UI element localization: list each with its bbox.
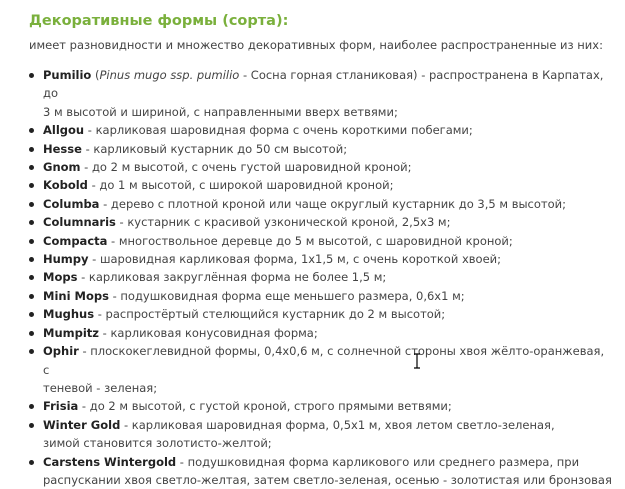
list-item	[29, 268, 614, 286]
list-item	[29, 66, 614, 121]
bullet-icon	[29, 147, 34, 152]
bullet-icon	[29, 275, 34, 280]
cultivar-description: - многоствольное деревце до 5 м высотой, с шаровидной кроной;	[107, 233, 513, 248]
bullet-icon	[29, 257, 34, 262]
cultivar-description: - подушковидная форма еще меньшего размера, 0,6х1 м;	[108, 288, 465, 303]
bullet-icon	[29, 73, 34, 78]
list-item	[29, 453, 614, 489]
cultivar-description-continued: 3 м высотой и шириной, с направленными вверх ветвями;	[43, 104, 398, 119]
cultivar-name: Columba	[43, 196, 100, 211]
cultivar-name: Humpy	[43, 252, 89, 267]
list-item	[29, 158, 614, 176]
list-item	[29, 287, 614, 305]
list-item	[29, 232, 614, 250]
cultivar-name: Frisia	[43, 399, 79, 414]
cultivar-description: - распростёртый стелющийся кустарник до 2 м высотой;	[94, 307, 446, 322]
cultivar-name: Mumpitz	[43, 325, 99, 340]
bullet-icon	[29, 423, 34, 428]
cultivar-description: - до 2 м высотой, с густой кроной, строго прямыми ветвями;	[78, 399, 452, 414]
section-intro: имеет разновидности и множество декоративных форм, наиболее распространенные из них:	[29, 38, 603, 52]
cultivar-name: Pumilio	[43, 68, 92, 82]
cultivar-name: Winter Gold	[43, 417, 121, 432]
cultivar-name: Compacta	[43, 233, 108, 248]
cultivar-description: - карликовая шаровидная форма с очень короткими побегами;	[84, 123, 473, 138]
cultivar-description: - до 1 м высотой, с широкой шаровидной кроной;	[87, 178, 394, 193]
cultivar-description: - карликовая конусовидная форма;	[98, 325, 318, 340]
latin-name: Pinus mugo ssp. pumilio	[99, 68, 240, 82]
cultivar-name: Gnom	[43, 160, 81, 175]
bullet-icon	[29, 404, 34, 409]
cultivar-description: - карликовая закруглённая форма не более 1,5 м;	[77, 270, 387, 285]
list-item	[29, 416, 614, 453]
cultivar-name: Hesse	[43, 141, 82, 156]
cultivar-list	[29, 66, 614, 489]
cultivar-description: - плоскокеглевидной формы, 0,4х0,6 м, с солнечной стороны хвоя жёлто-оранжевая, с	[43, 344, 605, 377]
cultivar-name: Kobold	[43, 178, 88, 193]
list-item	[29, 397, 614, 415]
cultivar-name: Ophir	[43, 344, 79, 359]
list-item	[29, 213, 614, 231]
cultivar-description: - кустарник с красивой узконической кроной, 2,5х3 м;	[115, 215, 451, 230]
bullet-icon	[29, 239, 34, 244]
cultivar-description-continued: зимой становится золотисто-желтой;	[43, 436, 272, 451]
text-cursor-icon	[412, 353, 422, 369]
cultivar-description: - дерево с плотной кроной или чаще округлый кустарник до 3,5 м высотой;	[99, 196, 566, 211]
bullet-icon	[29, 202, 34, 207]
list-item	[29, 250, 614, 268]
bullet-icon	[29, 183, 34, 188]
list-item	[29, 176, 614, 194]
bullet-icon	[29, 331, 34, 336]
cultivar-description: - Сосна горная стланиковая) - распространена в Карпатах, до	[43, 68, 604, 101]
bullet-icon	[29, 294, 34, 299]
section-heading: Декоративные формы (сорта):	[29, 13, 289, 29]
cultivar-description: - карликовая шаровидная форма, 0,5х1 м, хвоя летом светло-зеленая,	[120, 417, 555, 432]
cultivar-description: - карликовый кустарник до 50 см высотой;	[81, 141, 348, 156]
cultivar-name: Columnaris	[43, 215, 116, 230]
cultivar-description: - подушковидная форма карликового или среднего размера, при	[176, 454, 580, 469]
list-item	[29, 121, 614, 139]
cultivar-description: - шаровидная карликовая форма, 1х1,5 м, с очень короткой хвоей;	[88, 252, 501, 267]
bullet-icon	[29, 165, 34, 170]
list-item	[29, 305, 614, 323]
bullet-icon	[29, 128, 34, 133]
list-item	[29, 195, 614, 213]
bullet-icon	[29, 460, 34, 465]
cultivar-paren: (	[91, 68, 100, 82]
bullet-icon	[29, 349, 34, 354]
cultivar-description-continued: теневой - зеленая;	[43, 380, 158, 395]
list-item	[29, 342, 614, 397]
cultivar-description-continued: распускании хвоя светло-желтая, затем светло-зеленая, осенью - золотистая или бронзовая	[43, 472, 612, 487]
list-item	[29, 324, 614, 342]
cultivar-name: Mini Mops	[43, 288, 109, 303]
cultivar-name: Mops	[43, 270, 78, 285]
cultivar-name: Allgou	[43, 123, 85, 138]
bullet-icon	[29, 220, 34, 225]
cultivar-name: Mughus	[43, 307, 95, 322]
cultivar-name: Carstens Wintergold	[43, 454, 177, 469]
cultivar-description: - до 2 м высотой, с очень густой шаровидной кроной;	[80, 160, 412, 175]
list-item	[29, 140, 614, 158]
bullet-icon	[29, 312, 34, 317]
